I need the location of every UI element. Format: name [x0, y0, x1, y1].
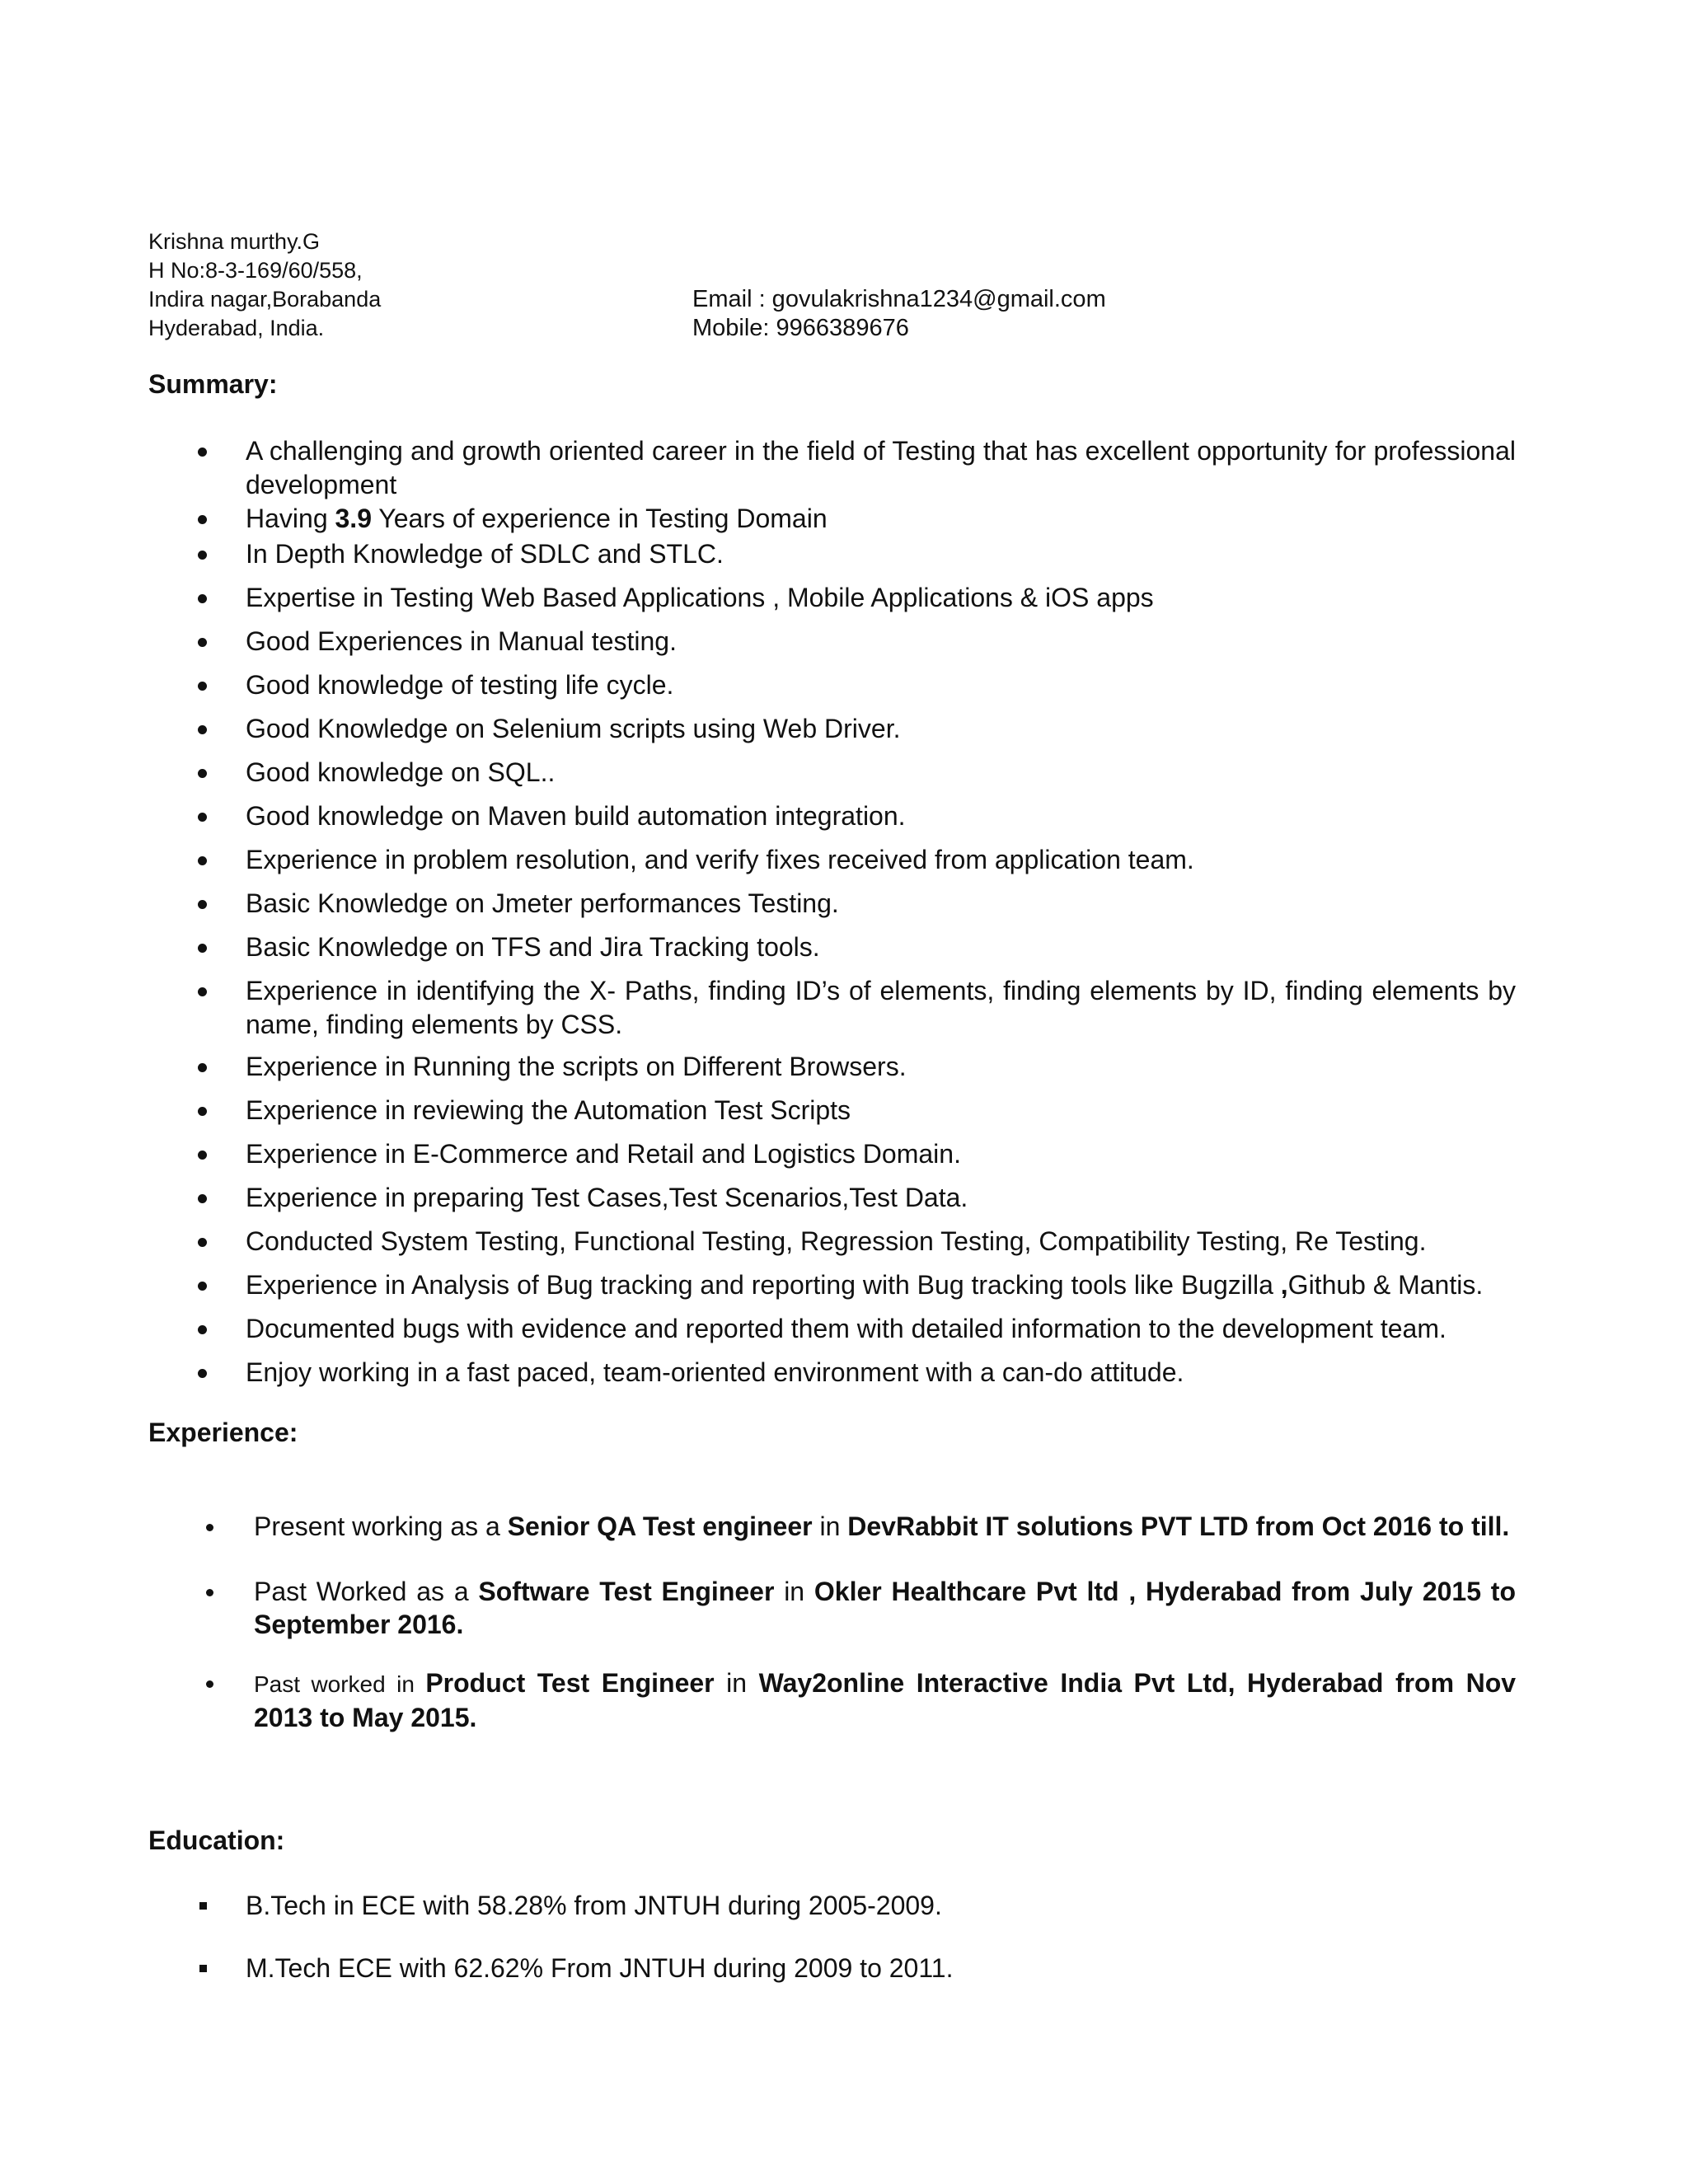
experience-item: Past worked in Product Test Engineer in Way2online Interactive India Pvt Ltd, Hyderabad from Nov 2013 to May 2015. [0, 1666, 1516, 1734]
contact-details-block [692, 285, 1106, 343]
summary-item: Having 3.9 Years of experience in Testing Domain [0, 502, 1516, 537]
summary-heading: Summary: [148, 369, 278, 399]
bullet-square [199, 1902, 207, 1910]
bullet-dot [206, 1589, 213, 1596]
bullet-dot [198, 515, 207, 524]
job-company: DevRabbit IT solutions PVT LTD from Oct 2016 to till. [847, 1511, 1510, 1541]
summary-item: Experience in Analysis of Bug tracking and reporting with Bug tracking tools like Bugzilla ,Github & Mantis. [0, 1268, 1516, 1312]
bullet-dot [198, 769, 207, 778]
bullet-dot [198, 594, 207, 603]
summary-item: Good Experiences in Manual testing. [0, 625, 1516, 668]
bullet-dot [198, 448, 207, 457]
summary-item: Good knowledge on Maven build automation integration. [0, 799, 1516, 843]
summary-item: Good Knowledge on Selenium scripts using Web Driver. [0, 712, 1516, 756]
bullet-dot [198, 1194, 207, 1203]
bullet-dot [198, 1063, 207, 1072]
bullet-dot [206, 1524, 213, 1531]
summary-item: Documented bugs with evidence and reported them with detailed information to the development team. [0, 1312, 1516, 1356]
bullet-dot [198, 638, 207, 647]
contact-address-block [148, 227, 381, 343]
experience-item: Past Worked as a Software Test Engineer in Okler Healthcare Pvt ltd , Hyderabad from July 2015 to September 2016. [0, 1575, 1516, 1641]
education-item: B.Tech in ECE with 58.28% from JNTUH during 2005-2009. [246, 1889, 942, 1922]
job-company: Way2online Interactive India Pvt Ltd, Hyderabad from Nov 2013 to May 2015. [254, 1668, 1517, 1732]
summary-item: Experience in identifying the X- Paths, finding ID’s of elements, finding elements by ID, finding elements by name, finding elements by CSS. [0, 974, 1516, 1050]
years-of-experience: 3.9 [335, 504, 372, 533]
address-line-1: H No:8-3-169/60/558, [148, 258, 363, 283]
address-line-2: Indira nagar,Borabanda [148, 287, 382, 312]
mobile-line: Mobile: 9966389676 [692, 315, 909, 341]
bullet-dot [206, 1680, 213, 1688]
experience-heading: Experience: [148, 1418, 298, 1447]
summary-item: Basic Knowledge on TFS and Jira Tracking tools. [0, 930, 1516, 974]
experience-item: Present working as a Senior QA Test engineer in DevRabbit IT solutions PVT LTD from Oct 2016 to till. [0, 1510, 1516, 1543]
summary-item: Experience in reviewing the Automation Test Scripts [0, 1094, 1516, 1137]
summary-item: Experience in Running the scripts on Different Browsers. [0, 1050, 1516, 1094]
bullet-dot [198, 900, 207, 909]
summary-list [0, 434, 1688, 1399]
summary-item: Experience in preparing Test Cases,Test Scenarios,Test Data. [0, 1181, 1516, 1225]
summary-item: Good knowledge of testing life cycle. [0, 668, 1516, 712]
address-line-3: Hyderabad, India. [148, 316, 325, 340]
summary-item: Good knowledge on SQL.. [0, 756, 1516, 799]
summary-item: In Depth Knowledge of SDLC and STLC. [0, 537, 1516, 581]
summary-item: Experience in problem resolution, and verify fixes received from application team. [0, 843, 1516, 887]
summary-item: Expertise in Testing Web Based Applications , Mobile Applications & iOS apps [0, 581, 1516, 625]
bullet-dot [198, 1107, 207, 1116]
job-role: Product Test Engineer [425, 1668, 715, 1698]
bullet-dot [198, 856, 207, 865]
bullet-dot [198, 987, 207, 996]
email-line: Email : govulakrishna1234@gmail.com [692, 286, 1106, 312]
bullet-dot [198, 944, 207, 953]
summary-item: A challenging and growth oriented career in the field of Testing that has excellent opportunity for professional development [0, 434, 1516, 502]
bullet-dot [198, 725, 207, 734]
bullet-dot [198, 1325, 207, 1334]
bullet-dot [198, 1238, 207, 1247]
education-item: M.Tech ECE with 62.62% From JNTUH during 2009 to 2011. [246, 1952, 953, 1985]
job-role: Senior QA Test engineer [507, 1511, 813, 1541]
job-company: Okler Healthcare Pvt ltd , Hyderabad from July 2015 to September 2016. [254, 1577, 1517, 1639]
bullet-dot [198, 551, 207, 560]
bullet-dot [198, 1151, 207, 1160]
bullet-dot [198, 813, 207, 822]
summary-item: Conducted System Testing, Functional Testing, Regression Testing, Compatibility Testing, Re Testing. [0, 1225, 1516, 1268]
candidate-name: Krishna murthy.G [148, 229, 321, 254]
summary-item: Basic Knowledge on Jmeter performances Testing. [0, 887, 1516, 930]
bullet-dot [198, 682, 207, 691]
bullet-square [199, 1965, 207, 1972]
summary-item: Enjoy working in a fast paced, team-oriented environment with a can-do attitude. [0, 1356, 1516, 1399]
bullet-dot [198, 1282, 207, 1291]
bullet-dot [198, 1369, 207, 1378]
job-role: Software Test Engineer [478, 1577, 775, 1606]
summary-item: Experience in E-Commerce and Retail and Logistics Domain. [0, 1137, 1516, 1181]
education-heading: Education: [148, 1825, 285, 1855]
